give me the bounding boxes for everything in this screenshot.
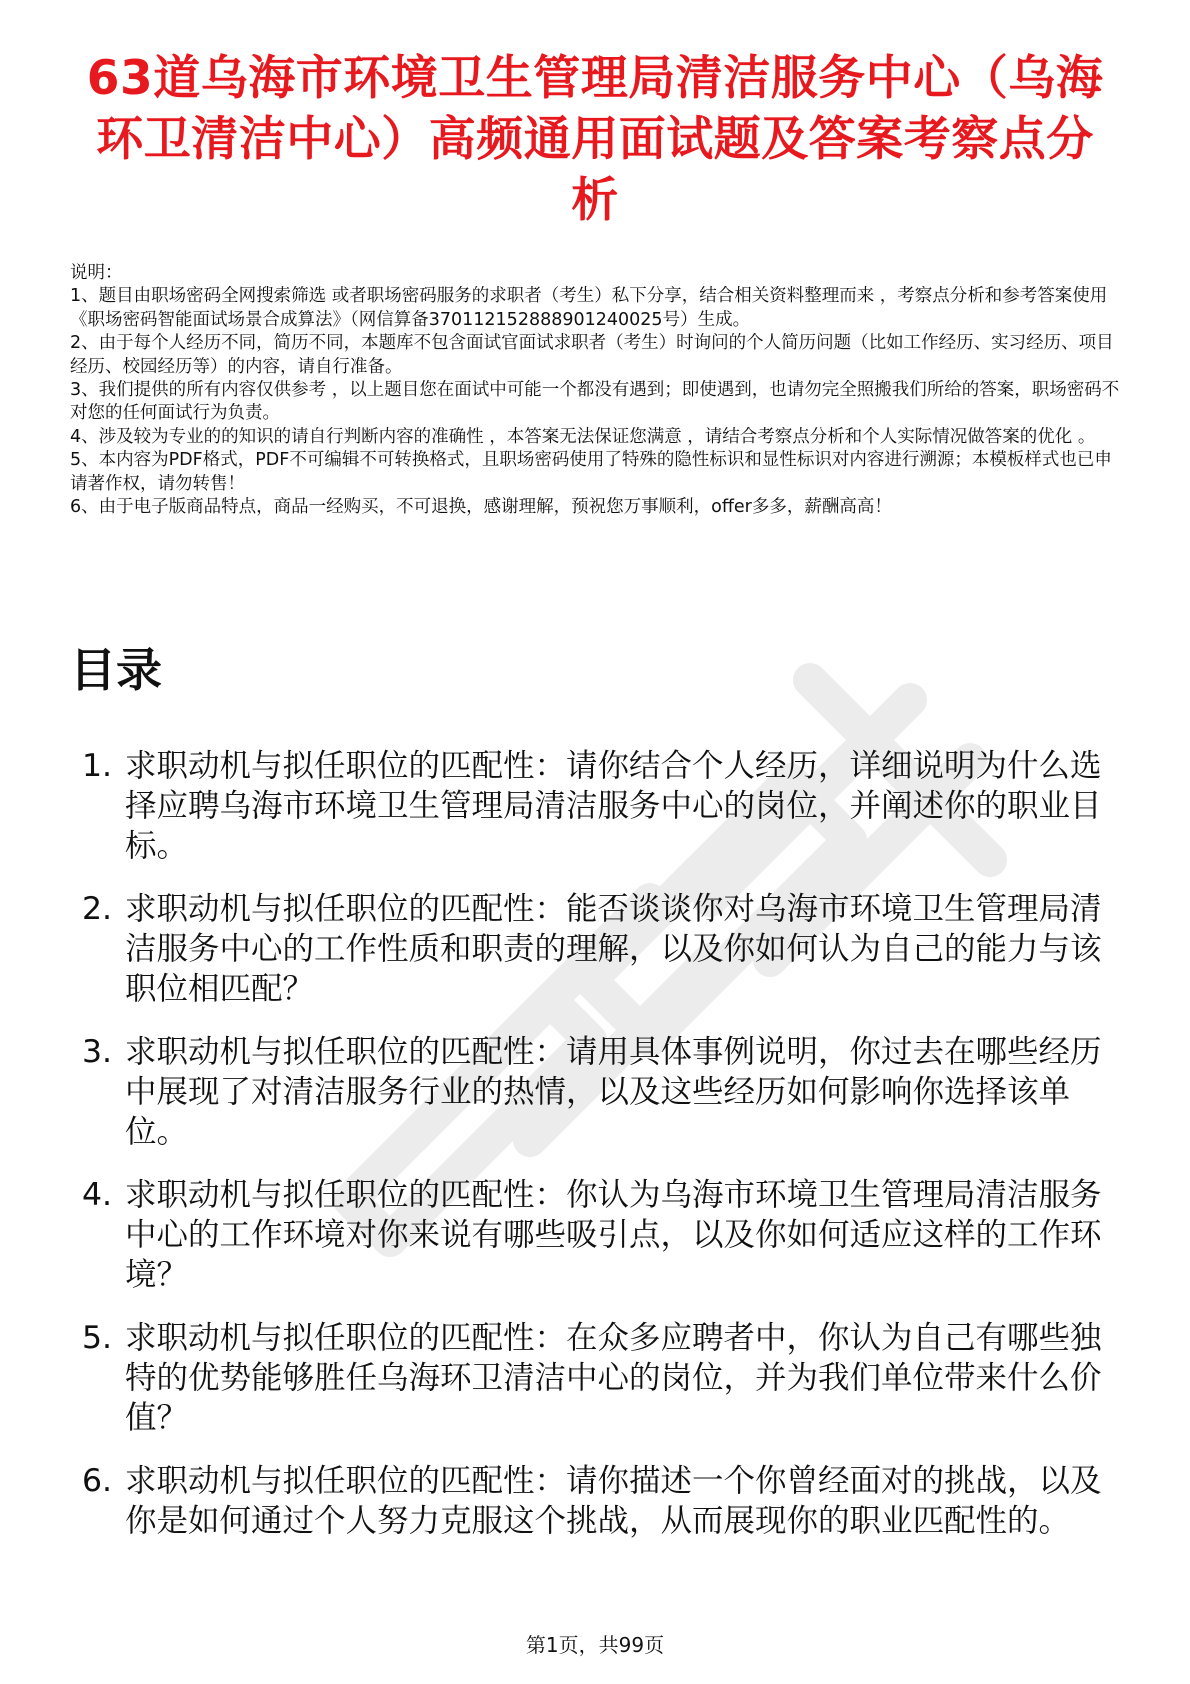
toc-item-number: 5. [82,1320,113,1356]
toc-item-text: 求职动机与拟任职位的匹配性：你认为乌海市环境卫生管理局清洁服务中心的工作环境对你来说有哪些吸引点，以及你如何适应这样的工作环境？ [125,1177,1102,1293]
page-footer: 第1页，共99页 [525,1633,665,1657]
toc-item-number: 2. [82,891,113,927]
note-item: 3、我们提供的所有内容仅供参考 ，以上题目您在面试中可能一个都没有遇到；即使遇到，也请勿完全照搬我们所给的答案，职场密码不对您的任何面试行为负责。 [70,380,1120,424]
toc-item-text: 求职动机与拟任职位的匹配性：请用具体事例说明，你过去在哪些经历中展现了对清洁服务行业的热情，以及这些经历如何影响你选择该单位。 [125,1034,1102,1150]
toc-item[interactable] [70,1461,1110,1541]
notes-heading: 说明： [70,263,123,283]
toc-item[interactable] [70,746,1110,866]
toc-item[interactable] [70,1032,1110,1152]
toc-item-text: 求职动机与拟任职位的匹配性：请你结合个人经历，详细说明为什么选择应聘乌海市环境卫生管理局清洁服务中心的岗位，并阐述你的职业目标。 [125,748,1102,864]
toc-item-number: 6. [82,1463,113,1499]
note-item: 2、由于每个人经历不同，简历不同，本题库不包含面试官面试求职者（考生）时询问的个人简历问题（比如工作经历、实习经历、项目经历、校园经历等）的内容，请自行准备。 [70,333,1114,377]
toc-item-number: 3. [82,1034,113,1070]
toc-item-text: 求职动机与拟任职位的匹配性：请你描述一个你曾经面对的挑战，以及你是如何通过个人努力克服这个挑战，从而展现你的职业匹配性的。 [125,1463,1102,1539]
toc-item[interactable] [70,889,1110,1009]
toc-item-number: 4. [82,1177,113,1213]
toc-item-number: 1. [82,748,113,784]
toc-item-text: 求职动机与拟任职位的匹配性：在众多应聘者中，你认为自己有哪些独特的优势能够胜任乌海环卫清洁中心的岗位，并为我们单位带来什么价值？ [125,1320,1102,1436]
note-item: 1、题目由职场密码全网搜索筛选 或者职场密码服务的求职者（考生）私下分享，结合相关资料整理而来 ，考察点分析和参考答案使用《职场密码智能面试场景合成算法》（网信算备370112152888901240025号）生成。 [70,286,1108,330]
toc-item[interactable] [70,1175,1110,1295]
note-item: 4、涉及较为专业的的知识的请自行判断内容的准确性 ，本答案无法保证您满意 ，请结合考察点分析和个人实际情况做答案的优化 。 [70,426,1096,447]
disclaimer-notes [70,262,1125,519]
toc-item-text: 求职动机与拟任职位的匹配性：能否谈谈你对乌海市环境卫生管理局清洁服务中心的工作性质和职责的理解，以及你如何认为自己的能力与该职位相匹配？ [125,891,1102,1007]
note-item: 5、本内容为PDF格式，PDF不可编辑不可转换格式，且职场密码使用了特殊的隐性标识和显性标识对内容进行溯源；本模板样式也已申请著作权，请勿转售！ [70,450,1112,494]
note-item: 6、由于电子版商品特点，商品一经购买，不可退换，感谢理解，预祝您万事顺利，offer多多，薪酬高高！ [70,497,892,518]
toc-heading: 目录 [70,643,162,697]
toc-list [70,746,1110,1564]
document-title: 63道乌海市环境卫生管理局清洁服务中心（乌海环卫清洁中心）高频通用面试题及答案考察点分析 [86,51,1104,228]
toc-item[interactable] [70,1318,1110,1438]
